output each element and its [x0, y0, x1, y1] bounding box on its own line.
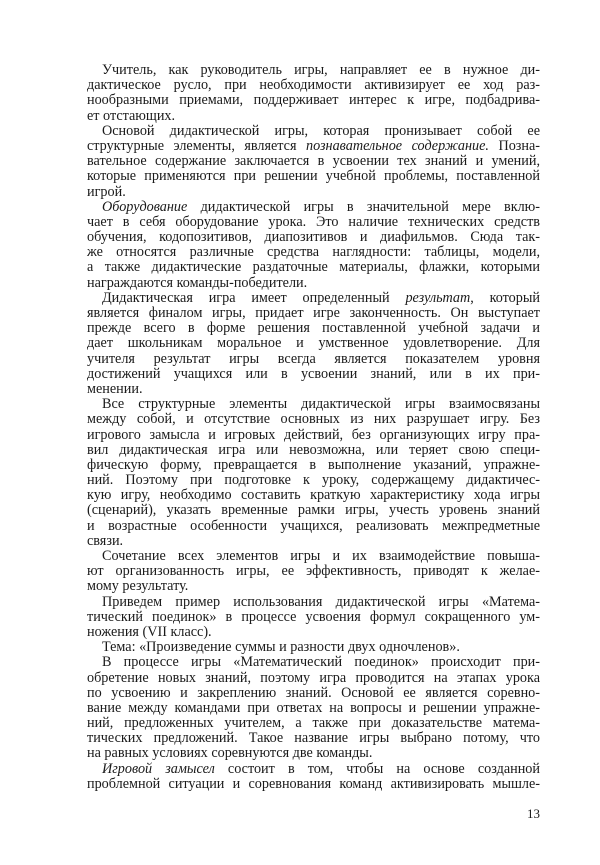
text-line	[87, 63, 540, 78]
text-segment: чает в себя оборудование урока. Это наличие технических средств	[87, 213, 540, 230]
text-line	[87, 443, 540, 458]
page-number: 13	[527, 806, 540, 821]
text-segment: мому результату.	[87, 578, 189, 595]
page-body-text	[87, 63, 540, 792]
text-segment: ний, предложенных учителем, а также при доказательстве матема-	[87, 715, 540, 732]
text-segment: вание между командами при ответах на вопросы и решении упражне-	[87, 699, 540, 716]
text-line	[87, 321, 540, 336]
text-line	[87, 625, 540, 640]
text-line	[87, 367, 540, 382]
text-segment: Позна-	[488, 137, 541, 154]
text-line	[87, 93, 540, 108]
text-segment: нообразными приемами, поддерживает интерес к игре, подбадрива-	[87, 92, 540, 109]
text-line	[87, 260, 540, 275]
text-segment: дактическое русло, при необходимости активизирует ее ход раз-	[87, 77, 540, 94]
text-line	[87, 655, 540, 670]
text-line	[87, 458, 540, 473]
text-segment: и возрастные особенности учащихся, реализовать межпредметные	[87, 517, 540, 534]
text-line	[87, 746, 540, 761]
text-segment: дает школьникам моральное и умственное удовлетворение. Для	[87, 335, 540, 352]
text-segment: связи.	[87, 532, 124, 549]
text-line	[87, 185, 540, 200]
text-line	[87, 397, 540, 412]
text-line	[87, 762, 540, 777]
text-line	[87, 671, 540, 686]
text-line	[87, 503, 540, 518]
text-line	[87, 701, 540, 716]
text-segment: вил дидактическая игра или невозможна, или теряет свою специ-	[87, 441, 540, 458]
text-line	[87, 154, 540, 169]
text-line	[87, 276, 540, 291]
text-line	[87, 291, 540, 306]
text-line	[87, 549, 540, 564]
text-line	[87, 306, 540, 321]
text-segment: Сочетание всех элементов игры и их взаимодействие повыша-	[102, 548, 540, 564]
text-line	[87, 686, 540, 701]
text-line	[87, 579, 540, 594]
text-segment: ний. Поэтому при подготовке к уроку, содержащему дидактичес-	[87, 472, 540, 489]
text-segment: а также дидактические раздаточные материалы, флажки, которыми	[87, 259, 540, 276]
text-segment: же относятся различные средства наглядности: таблицы, модели,	[87, 244, 540, 261]
text-segment: ют организованность игры, ее эффективность, приводят к желае-	[87, 563, 540, 580]
text-segment: обучения, кодопозитивов, диапозитивов и диафильмов. Сюда так-	[87, 229, 540, 246]
text-segment: прежде всего в форме решения поставленной учебной задачи и	[87, 320, 540, 337]
text-line	[87, 124, 540, 139]
text-segment: Тема: «Произведение суммы и разности двух одночленов».	[102, 639, 460, 656]
text-line	[87, 595, 540, 610]
text-segment: кую игру, необходимо составить краткую характеристику хода игры	[87, 487, 540, 504]
text-line	[87, 245, 540, 260]
text-line	[87, 777, 540, 792]
text-segment: фическую форму, превращается в выполнение указаний, упражне-	[87, 456, 540, 473]
text-segment: менении.	[87, 380, 143, 397]
text-line	[87, 716, 540, 731]
text-segment: Приведем пример использования дидактической игры «Матема-	[102, 593, 540, 610]
text-line	[87, 352, 540, 367]
text-line	[87, 534, 540, 549]
text-line	[87, 564, 540, 579]
text-line	[87, 382, 540, 397]
text-segment: ет отстающих.	[87, 107, 176, 124]
text-segment: обретение новых знаний, поэтому игра проводится на этапах урока	[87, 669, 540, 686]
text-segment: достижений учащихся или в усвоении знаний, или в их при-	[87, 365, 540, 382]
text-segment: дидактической игры в значительной мере вклю-	[187, 198, 540, 215]
text-line	[87, 473, 540, 488]
text-segment: которые применяются при решении учебной проблемы, поставленной	[87, 168, 540, 185]
text-segment: вательное содержание заключается в усвоении тех знаний и умений,	[87, 153, 540, 170]
text-segment: Учитель, как руководитель игры, направляет ее в нужное ди-	[102, 62, 540, 78]
text-segment: Основой дидактической игры, которая пронизывает собой ее	[102, 122, 540, 139]
text-segment: игрового замысла и игровых действий, без организующих игру пра-	[87, 426, 540, 443]
text-segment: тических предложений. Такое название игры выбрано потому, что	[87, 730, 540, 747]
text-segment: награждаются команды-победители.	[87, 274, 308, 291]
text-line	[87, 139, 540, 154]
text-segment: ножения (VII класс).	[87, 623, 212, 640]
text-segment: структурные элементы, является	[87, 137, 307, 154]
text-line	[87, 519, 540, 534]
text-line	[87, 169, 540, 184]
text-segment: между собой, и отсутствие основных из них разрушает игру. Без	[87, 411, 540, 428]
italic-term: Оборудование	[102, 198, 188, 215]
text-line	[87, 230, 540, 245]
text-line	[87, 78, 540, 93]
text-segment: , который	[470, 289, 540, 306]
text-line	[87, 428, 540, 443]
italic-term: Игровой замысел	[102, 760, 215, 777]
text-segment: по усвоению и закреплению знаний. Основой ее является соревно-	[87, 684, 540, 701]
text-line	[87, 336, 540, 351]
text-segment: учителя результат игры всегда является показателем уровня	[87, 350, 540, 367]
text-segment: Дидактическая игра имеет определенный	[102, 289, 406, 306]
text-line	[87, 109, 540, 124]
text-segment: В процессе игры «Математический поединок» происходит при-	[102, 654, 540, 671]
text-segment: проблемной ситуации и соревнования команд активизировать мышле-	[87, 775, 540, 792]
text-line	[87, 488, 540, 503]
text-line	[87, 200, 540, 215]
text-segment: Все структурные элементы дидактической игры взаимосвязаны	[102, 396, 540, 413]
text-line	[87, 610, 540, 625]
text-segment: игрой.	[87, 183, 126, 200]
italic-term: познавательное содержание.	[306, 137, 489, 154]
text-line	[87, 412, 540, 427]
italic-term: результат	[405, 289, 471, 306]
text-segment: тический поединок» в процессе усвоения формул сокращенного ум-	[87, 608, 540, 625]
text-line	[87, 731, 540, 746]
text-line	[87, 640, 540, 655]
text-segment: состоит в том, чтобы на основе созданной	[214, 760, 540, 777]
text-segment: на равных условиях соревнуются две команды.	[87, 745, 373, 762]
text-segment: является финалом игры, придает игре законченность. Он выступает	[87, 305, 540, 321]
text-line	[87, 215, 540, 230]
text-segment: (сценарий), указать временные рамки игры, учесть уровень знаний	[87, 502, 540, 519]
